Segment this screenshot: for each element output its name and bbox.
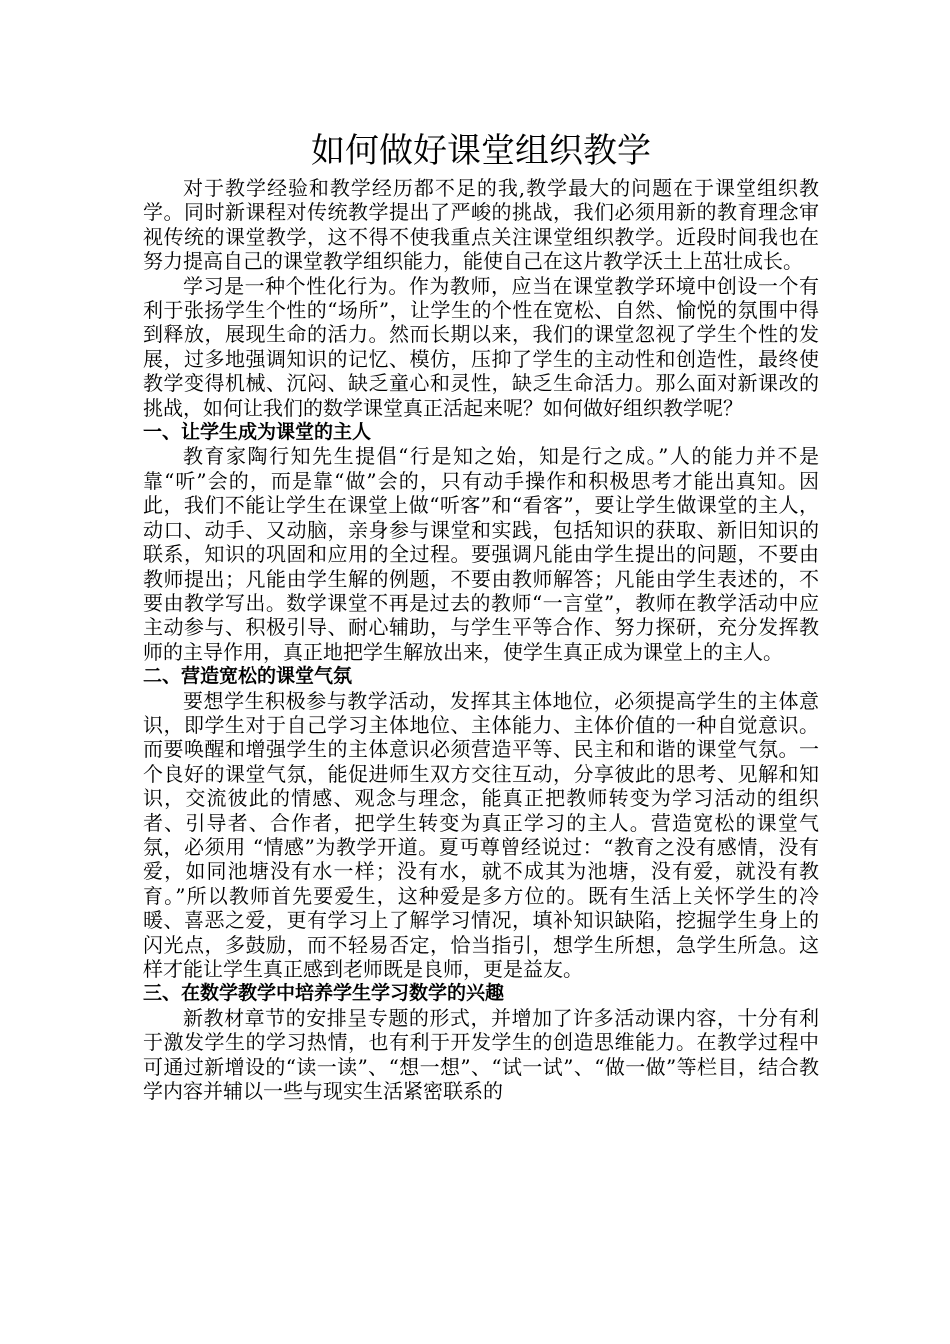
section-3 xyxy=(143,981,819,1103)
document-title: 如何做好课堂组织教学 xyxy=(311,131,651,171)
section-heading: 三、在数学教学中培养学生学习数学的兴趣 xyxy=(143,982,505,1005)
section-1 xyxy=(143,420,819,664)
section-heading: 一、让学生成为课堂的主人 xyxy=(143,421,372,444)
document-body xyxy=(143,128,819,1103)
intro-paragraph-2: 学习是一种个性化行为。作为教师，应当在课堂教学环境中创设一个有利于张扬学生个性的“场所”，让学生的个性在宽松、自然、愉悦的氛围中得到释放，展现生命的活力。然而长期以来，我们的课堂忽视了学生个性的发展，过多地强调知识的记忆、模仿，压抑了学生的主动性和创造性，最终使教学变得机械、沉闷、缺乏童心和灵性，缺乏生命活力。那么面对新课改的挑战，如何让我们的数学课堂真正活起来呢？如何做好组织教学呢？ xyxy=(143,273,819,420)
intro-paragraph-1: 对于教学经验和教学经历都不足的我,教学最大的问题在于课堂组织教学。同时新课程对传统教学提出了严峻的挑战，我们必须用新的教育理念审视传统的课堂教学，这不得不使我重点关注课堂组织教学。近段时间我也在努力提高自己的课堂教学组织能力，能使自己在这片教学沃土上茁壮成长。 xyxy=(143,176,819,274)
section-paragraph: 要想学生积极参与教学活动，发挥其主体地位，必须提高学生的主体意识，即学生对于自己学习主体地位、主体能力、主体价值的一种自觉意识。而要唤醒和增强学生的主体意识必须营造平等、民主和和谐的课堂气氛。一个良好的课堂气氛，能促进师生双方交往互动，分享彼此的思考、见解和知识，交流彼此的情感、观念与理念，能真正把教师转变为学习活动的组织者、引导者、合作者，把学生转变为真正学习的主人。营造宽松的课堂气氛，必须用 “情感”为教学开道。夏丏尊曾经说过：“教育之没有感情，没有爱，如同池塘没有水一样；没有水，就不成其为池塘，没有爱，就没有教育。”所以教师首先要爱生，这种爱是多方位的。既有生活上关怀学生的冷暖、喜恶之爱，更有学习上了解学习情况，填补知识缺陷，挖掘学生身上的闪光点，多鼓励，而不轻易否定，恰当指引，想学生所想，急学生所急。这样才能让学生真正感到老师既是良师，更是益友。 xyxy=(143,688,819,981)
section-paragraph: 新教材章节的安排呈专题的形式，并增加了许多活动课内容，十分有利于激发学生的学习热情，也有利于开发学生的创造思维能力。在教学过程中可通过新增设的“读一读”、“想一想”、“试一试”、“做一做”等栏目，结合教学内容并辅以一些与现实生活紧密联系的 xyxy=(143,1005,819,1104)
section-heading: 二、营造宽松的课堂气氛 xyxy=(143,665,353,688)
section-paragraph: 教育家陶行知先生提倡“行是知之始，知是行之成。”人的能力并不是靠“听”会的，而是靠“做”会的，只有动手操作和积极思考才能出真知。因此，我们不能让学生在课堂上做“听客”和“看客”，要让学生做课堂的主人，动口、动手、又动脑，亲身参与课堂和实践，包括知识的获取、新旧知识的联系，知识的巩固和应用的全过程。要强调凡能由学生提出的问题，不要由教师提出；凡能由学生解的例题，不要由教师解答；凡能由学生表述的，不要由教学写出。数学课堂不再是过去的教师“一言堂”，教师在教学活动中应主动参与、积极引导、耐心辅助，与学生平等合作、努力探研，充分发挥教师的主导作用，真正地把学生解放出来，使学生真正成为课堂上的主人。 xyxy=(143,444,819,664)
section-2 xyxy=(143,664,819,981)
